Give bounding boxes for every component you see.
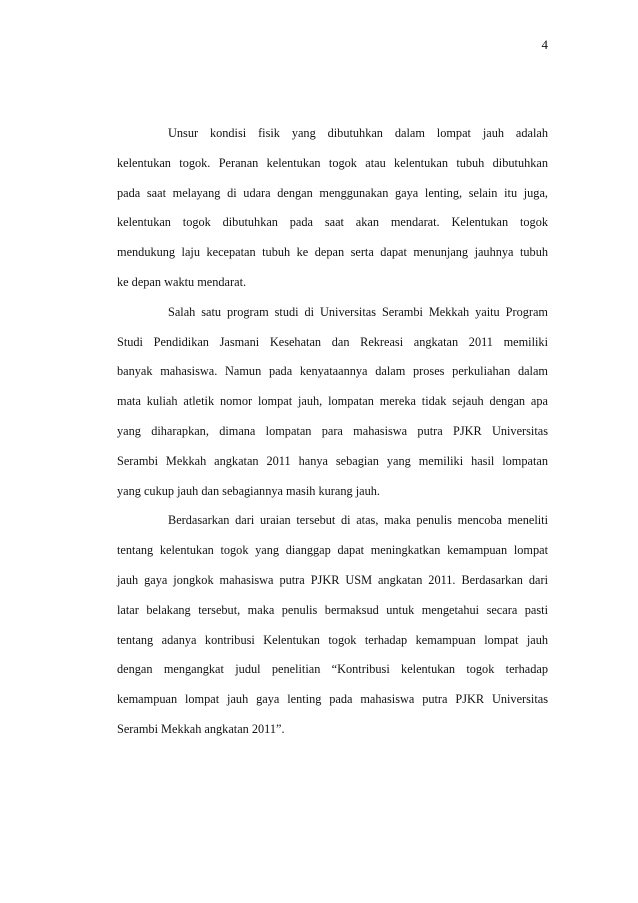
text-line: Serambi Mekkah angkatan 2011”. bbox=[117, 721, 285, 736]
text-line: Unsur kondisi fisik yang dibutuhkan dalam lompat jauh adalah bbox=[168, 126, 548, 140]
text-line: ke depan waktu mendarat. bbox=[117, 274, 247, 289]
text-line: mata kuliah atletik nomor lompat jauh, lompatan mereka tidak sejauh dengan apa bbox=[117, 394, 548, 409]
body-text bbox=[117, 119, 548, 745]
text-line: pada saat melayang di udara dengan menggunakan gaya lenting, selain itu juga, bbox=[117, 185, 548, 200]
text-line: mendukung laju kecepatan tubuh ke depan serta dapat menunjang jauhnya tubuh bbox=[117, 245, 548, 260]
text-line: kelentukan togok. Peranan kelentukan togok atau kelentukan tubuh dibutuhkan bbox=[117, 155, 548, 170]
text-line: yang diharapkan, dimana lompatan para mahasiswa putra PJKR Universitas bbox=[117, 423, 548, 438]
text-line: Berdasarkan dari uraian tersebut di atas, maka penulis mencoba meneliti bbox=[168, 513, 548, 528]
text-line: yang cukup jauh dan sebagiannya masih kurang jauh. bbox=[117, 483, 380, 498]
paragraph-1 bbox=[117, 119, 548, 298]
paragraph-2 bbox=[117, 298, 548, 507]
text-line: banyak mahasiswa. Namun pada kenyataannya dalam proses perkuliahan dalam bbox=[117, 364, 548, 379]
text-line: tentang kelentukan togok yang dianggap dapat meningkatkan kemampuan lompat bbox=[117, 543, 548, 558]
paragraph-3 bbox=[117, 506, 548, 744]
text-line: tentang adanya kontribusi Kelentukan togok terhadap kemampuan lompat jauh bbox=[117, 632, 548, 647]
text-line: dengan mengangkat judul penelitian “Kontribusi kelentukan togok terhadap bbox=[117, 662, 548, 677]
text-line: kemampuan lompat jauh gaya lenting pada mahasiswa putra PJKR Universitas bbox=[117, 692, 548, 707]
text-line: kelentukan togok dibutuhkan pada saat akan mendarat. Kelentukan togok bbox=[117, 215, 548, 230]
text-line: Serambi Mekkah angkatan 2011 hanya sebagian yang memiliki hasil lompatan bbox=[117, 453, 548, 468]
text-line: latar belakang tersebut, maka penulis bermaksud untuk mengetahui secara pasti bbox=[117, 602, 548, 617]
text-line: jauh gaya jongkok mahasiswa putra PJKR USM angkatan 2011. Berdasarkan dari bbox=[117, 572, 548, 587]
text-line: Studi Pendidikan Jasmani Kesehatan dan Rekreasi angkatan 2011 memiliki bbox=[117, 334, 548, 349]
page-number: 4 bbox=[541, 37, 548, 52]
text-line: Salah satu program studi di Universitas Serambi Mekkah yaitu Program bbox=[168, 304, 548, 319]
